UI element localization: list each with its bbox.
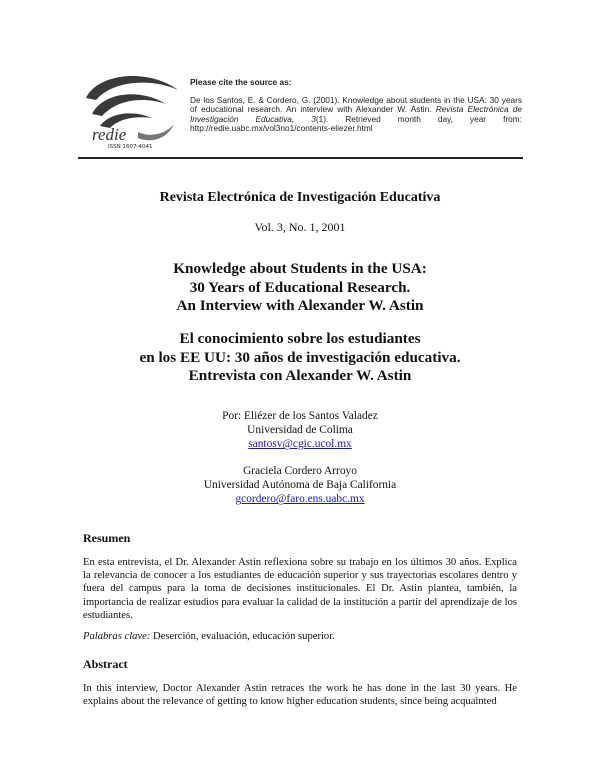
citation-text-part: De los Santos, E. & Cordero, G. (2001). Knowledge about students in the USA: 30 years of educational research. An interview with Alexander W. Astin. (190, 94, 522, 115)
author-affiliation: Universidad de Colima (247, 424, 353, 437)
issn-label: ISSN 1607-4041 (108, 144, 153, 150)
citation-text-url: (1). Retrieved month day, year from: http://redie.uabc.mx/vol3no1/contents-eliezer.html (190, 113, 522, 134)
citation-text (190, 96, 522, 134)
keywords (83, 630, 517, 643)
author-affiliation: Universidad Autónoma de Baja California (203, 479, 397, 492)
resumen-heading: Resumen (83, 531, 131, 545)
citation-block (190, 78, 522, 134)
title-line: An Interview with Alexander W. Astin (176, 297, 424, 314)
resumen-text: En esta entrevista, el Dr. Alexander Astin reflexiona sobre su trabajo en los últimos 30 años. Explica la relevancia de conocer a los estudiantes de educación superior y sus trayectorias escolares dentro y fuera del campus para la toma de decisiones institucionales. El Dr. Astin plantea, también, la importancia de realizar estudios para evaluar la calidad de la institución a partir del aprendizaje de los estudiantes. (83, 557, 517, 621)
keywords-label: Palabras clave: (83, 631, 151, 642)
title-spanish (0, 330, 600, 386)
abstract-text: In this interview, Doctor Alexander Astin retraces the work he has done in the last 30 years. He explains about the relevance of getting to know higher education students, since being acquainted (83, 683, 517, 708)
author-name: Por: Eliézer de los Santos Valadez (222, 410, 378, 422)
author-name: Graciela Cordero Arroyo (243, 465, 357, 477)
title-english (0, 260, 600, 316)
author-block (0, 409, 600, 452)
title-line: El conocimiento sobre los estudiantes (179, 330, 421, 347)
title-line: 30 Years of Educational Research. (189, 278, 411, 296)
keywords-value: Deserción, evaluación, educación superior. (153, 631, 335, 642)
journal-volume: Vol. 3, No. 1, 2001 (254, 220, 346, 234)
abstract-heading: Abstract (83, 657, 128, 671)
author-block (0, 464, 600, 507)
title-line: Entrevista con Alexander W. Astin (188, 367, 412, 384)
title-line: Knowledge about Students in the USA: (173, 260, 427, 277)
citation-heading: Please cite the source as: (190, 77, 292, 87)
author-email-link[interactable]: santosv@cgic.ucol.mx (248, 438, 352, 451)
logo-wordmark: redie (92, 125, 127, 144)
journal-name: Revista Electrónica de Investigación Educativa (159, 190, 441, 205)
header-divider (78, 157, 523, 159)
title-line: en los EE UU: 30 años de investigación educativa. (139, 348, 461, 366)
citation-journal: Revista Electrónica de Investigación Educativa, 3 (190, 104, 522, 124)
author-email-link[interactable]: gcordero@faro.ens.uabc.mx (235, 493, 365, 506)
